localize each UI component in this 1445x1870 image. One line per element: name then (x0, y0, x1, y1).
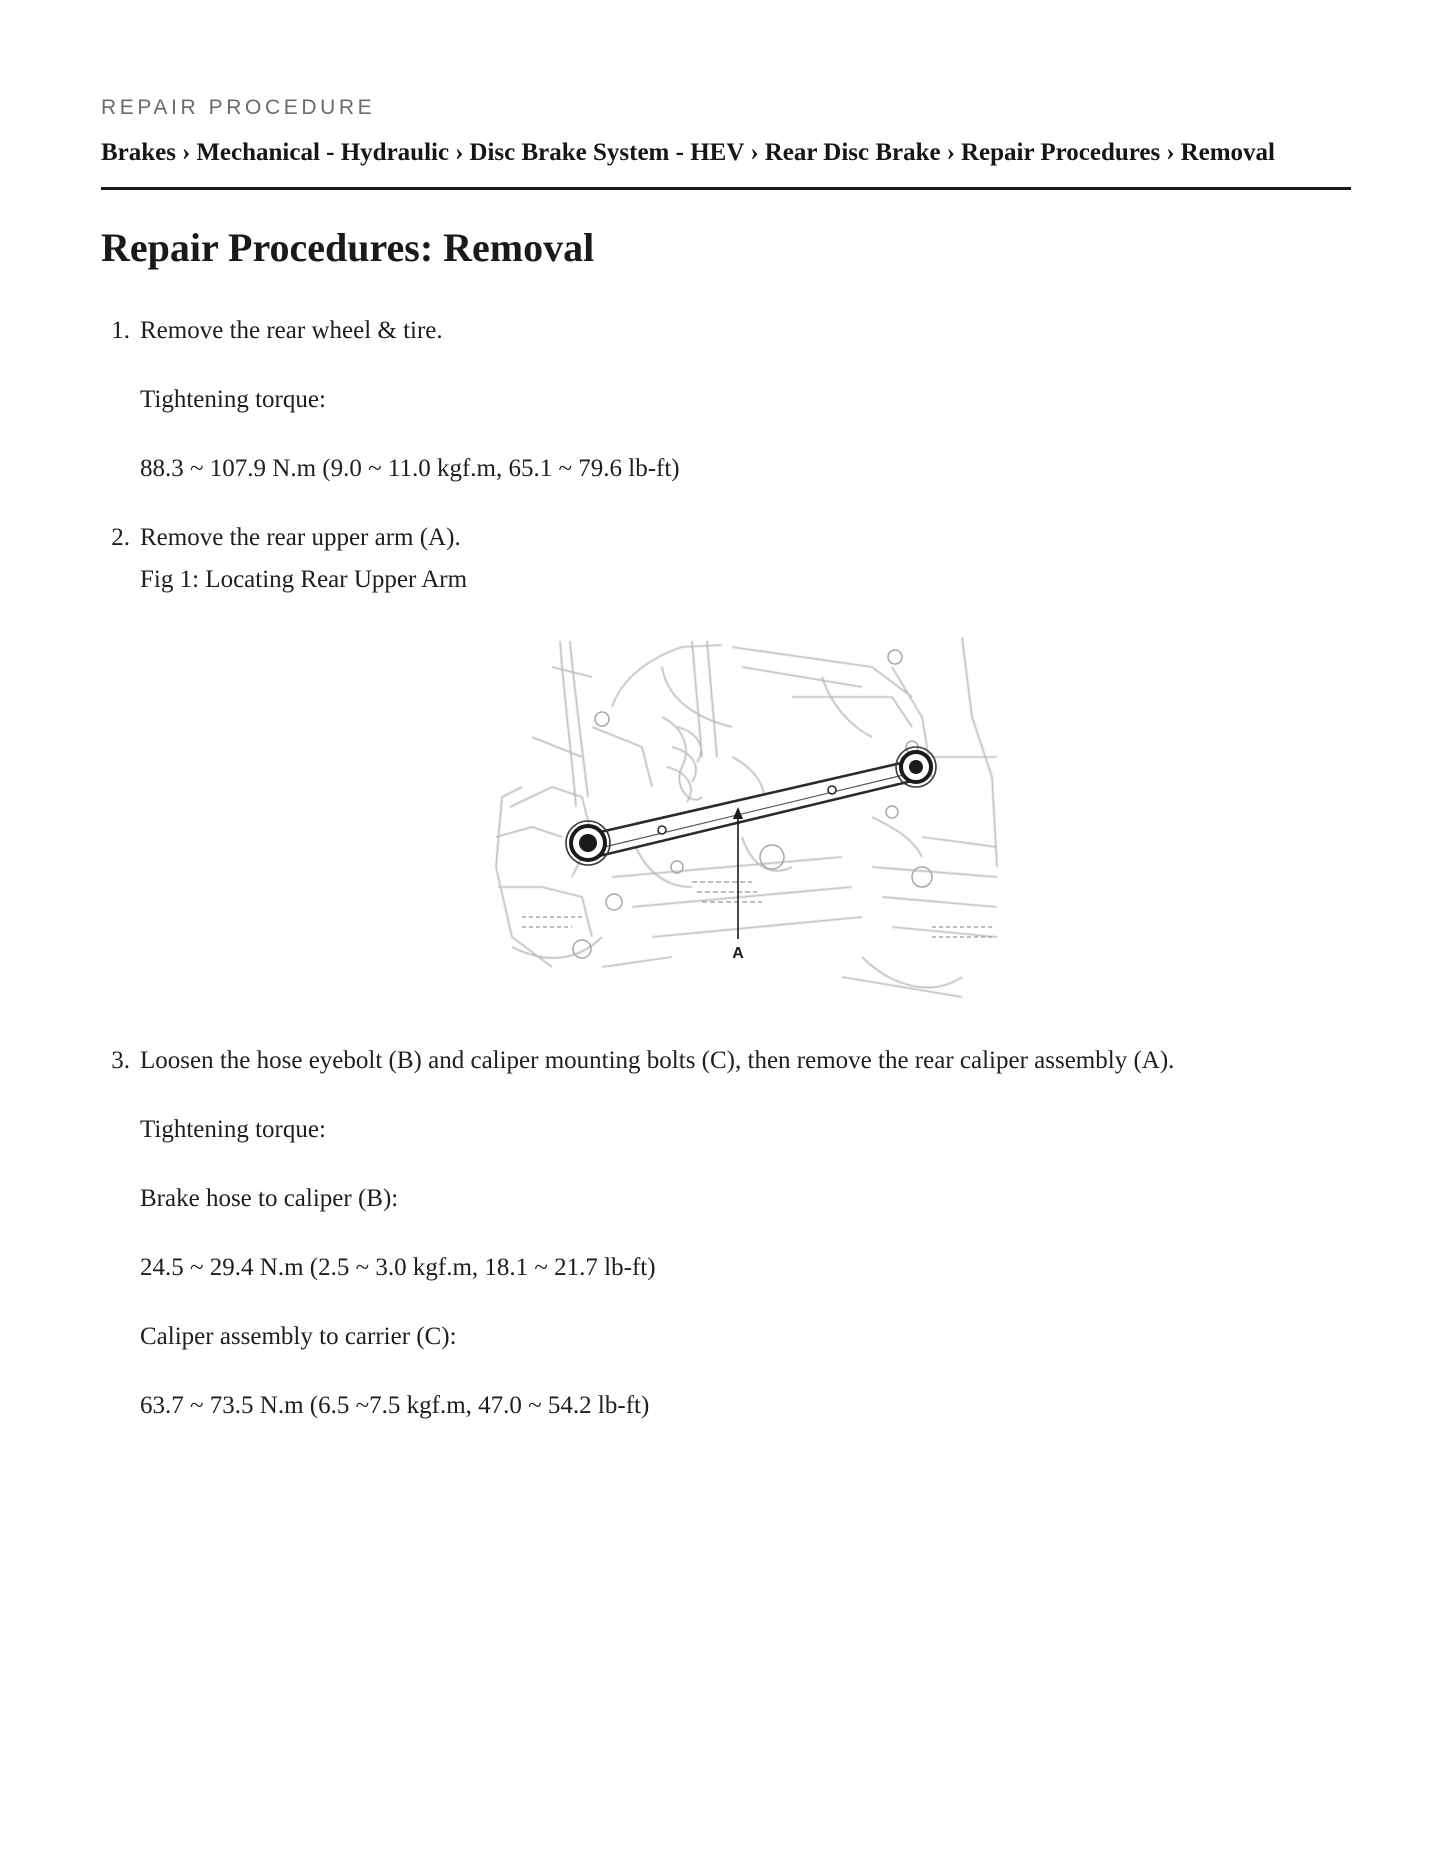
step-3-hose-value: 24.5 ~ 29.4 N.m (2.5 ~ 3.0 kgf.m, 18.1 ~ 21.7 lb-ft) (140, 1254, 656, 1281)
step-1-torque-value: 88.3 ~ 107.9 N.m (9.0 ~ 11.0 kgf.m, 65.1 ~ 79.6 lb-ft) (140, 455, 680, 482)
figure-label-a: A (732, 945, 744, 962)
breadcrumb-item-disc-brake-system: Disc Brake System - HEV (469, 139, 745, 166)
breadcrumb-separator: › (182, 139, 191, 166)
step-number: 1. (111, 317, 130, 344)
breadcrumb-item-repair-procedures: Repair Procedures (960, 139, 1161, 166)
breadcrumb-separator: › (750, 139, 759, 166)
breadcrumb-item-rear-disc-brake: Rear Disc Brake (764, 139, 941, 166)
step-3-text: Loosen the hose eyebolt (B) and caliper mounting bolts (C), then remove the rear caliper assembly (A). (140, 1047, 1175, 1074)
page-title: Repair Procedures: Removal (101, 225, 595, 270)
step-3-hose-label: Brake hose to caliper (B): (140, 1185, 399, 1212)
breadcrumb-item-mechanical-hydraulic: Mechanical - Hydraulic (196, 139, 450, 166)
header-divider (101, 187, 1351, 190)
breadcrumb (101, 139, 1275, 167)
callout-arrow-a (733, 807, 743, 939)
step-3-caliper-value: 63.7 ~ 73.5 N.m (6.5 ~7.5 kgf.m, 47.0 ~ 54.2 lb-ft) (140, 1392, 650, 1419)
step-1-torque-label: Tightening torque: (140, 386, 326, 413)
breadcrumb-separator: › (455, 139, 464, 166)
breadcrumb-item-removal: Removal (1180, 139, 1275, 166)
step-3-torque-label: Tightening torque: (140, 1116, 326, 1143)
upper-arm-link (587, 761, 920, 857)
step-1-text: Remove the rear wheel & tire. (140, 317, 443, 344)
step-2-text: Remove the rear upper arm (A). (140, 524, 461, 551)
figure-caption: Fig 1: Locating Rear Upper Arm (140, 566, 468, 593)
step-number: 3. (111, 1047, 130, 1074)
breadcrumb-separator: › (1166, 139, 1175, 166)
section-kicker: REPAIR PROCEDURE (101, 96, 376, 119)
step-3-caliper-label: Caliper assembly to carrier (C): (140, 1323, 457, 1350)
breadcrumb-item-brakes: Brakes (101, 139, 176, 166)
breadcrumb-separator: › (946, 139, 955, 166)
step-number: 2. (111, 524, 130, 551)
rear-upper-arm-diagram (492, 637, 1002, 1002)
